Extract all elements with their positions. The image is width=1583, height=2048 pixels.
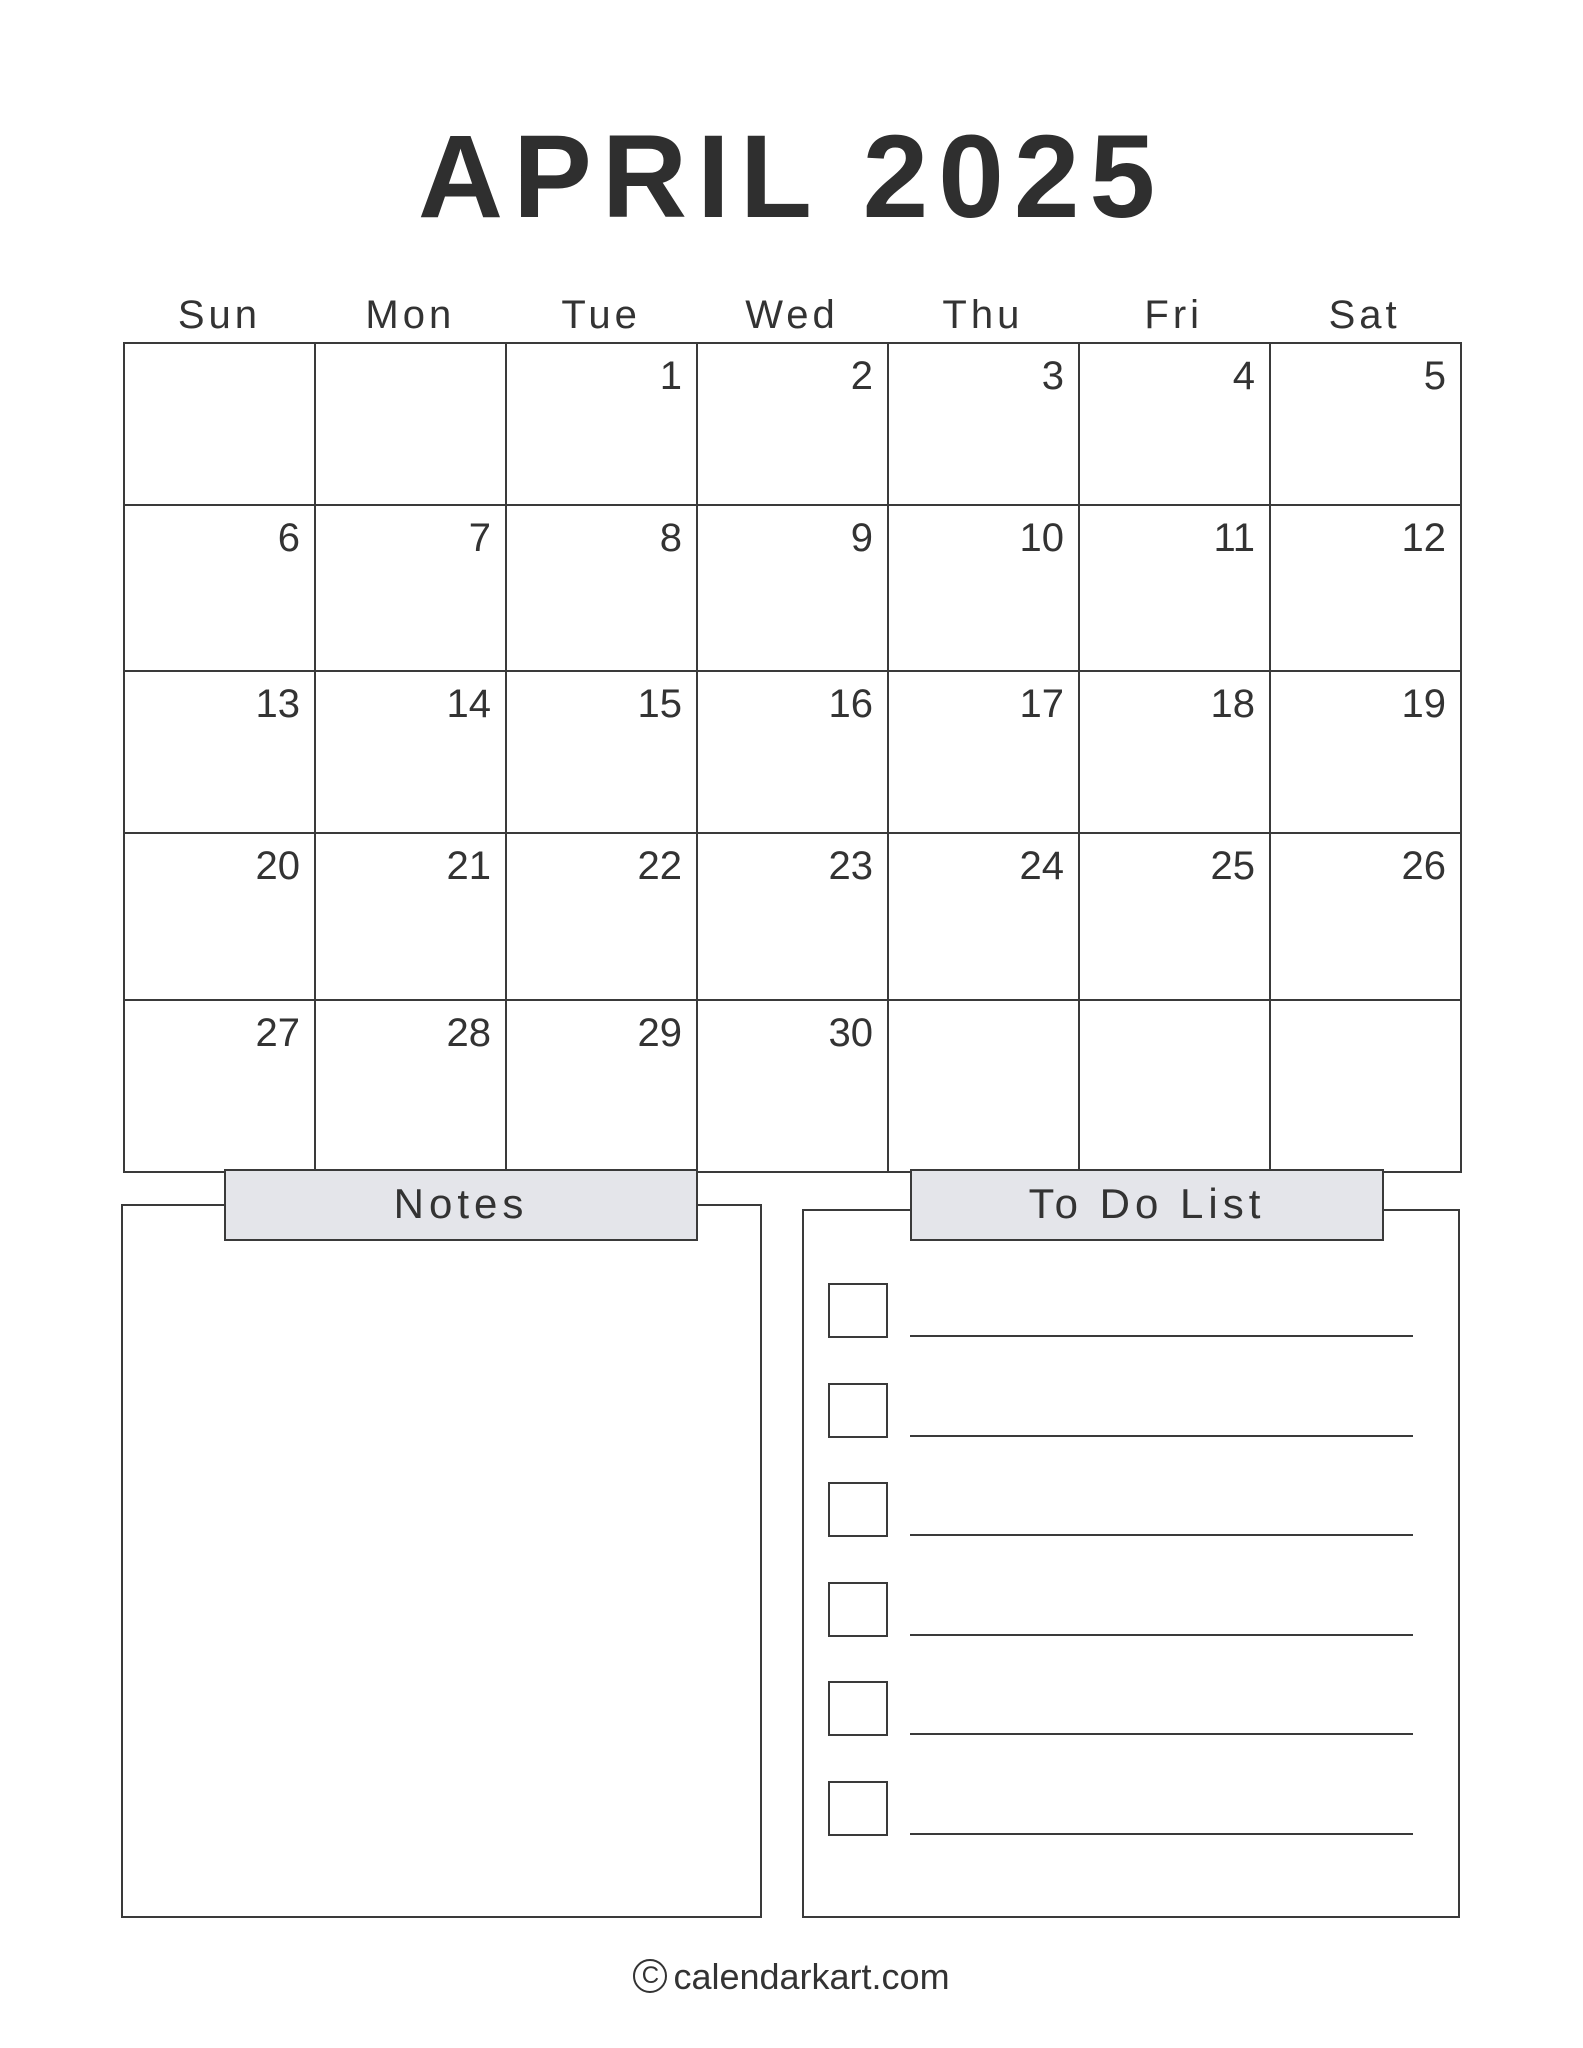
todo-checkbox[interactable] [828, 1283, 888, 1338]
todo-write-line[interactable] [910, 1833, 1413, 1835]
weekday-thu: Thu [942, 293, 1024, 337]
day-cell[interactable]: 26 [1270, 833, 1461, 1000]
day-cell[interactable]: 11 [1079, 505, 1270, 671]
day-cell[interactable]: 14 [315, 671, 506, 833]
weekday-mon: Mon [365, 293, 456, 337]
day-cell[interactable] [124, 343, 315, 505]
todo-checkbox[interactable] [828, 1681, 888, 1736]
todo-write-line[interactable] [910, 1435, 1413, 1437]
weekday-sat: Sat [1328, 293, 1401, 337]
day-cell[interactable]: 4 [1079, 343, 1270, 505]
day-cell[interactable]: 7 [315, 505, 506, 671]
week-row-5 [124, 1000, 1461, 1172]
todo-item [828, 1482, 1413, 1582]
day-cell[interactable] [1270, 1000, 1461, 1172]
todo-item [828, 1681, 1413, 1781]
day-cell[interactable]: 15 [506, 671, 697, 833]
copyright-icon: C [633, 1959, 667, 1993]
todo-write-line[interactable] [910, 1335, 1413, 1337]
todo-write-line[interactable] [910, 1534, 1413, 1536]
todo-item [828, 1383, 1413, 1483]
week-row-2 [124, 505, 1461, 671]
day-cell[interactable]: 24 [888, 833, 1079, 1000]
notes-area[interactable] [121, 1204, 762, 1918]
todo-write-line[interactable] [910, 1733, 1413, 1735]
todo-checkbox[interactable] [828, 1781, 888, 1836]
day-cell[interactable]: 16 [697, 671, 888, 833]
notes-header: Notes [224, 1169, 698, 1241]
weekday-sun: Sun [177, 293, 262, 337]
day-cell[interactable]: 20 [124, 833, 315, 1000]
day-cell[interactable] [315, 343, 506, 505]
todo-checkbox[interactable] [828, 1482, 888, 1537]
todo-header: To Do List [910, 1169, 1384, 1241]
day-cell[interactable] [1079, 1000, 1270, 1172]
day-cell[interactable]: 1 [506, 343, 697, 505]
day-cell[interactable]: 13 [124, 671, 315, 833]
weekday-tue: Tue [561, 293, 641, 337]
day-cell[interactable]: 30 [697, 1000, 888, 1172]
todo-item [828, 1283, 1413, 1383]
weekday-header-row [124, 290, 1460, 340]
day-cell[interactable]: 8 [506, 505, 697, 671]
todo-item [828, 1582, 1413, 1682]
todo-write-line[interactable] [910, 1634, 1413, 1636]
day-cell[interactable]: 28 [315, 1000, 506, 1172]
todo-checkbox[interactable] [828, 1582, 888, 1637]
todo-list [828, 1283, 1413, 1880]
day-cell[interactable]: 19 [1270, 671, 1461, 833]
day-cell[interactable]: 27 [124, 1000, 315, 1172]
week-row-4 [124, 833, 1461, 1000]
todo-checkbox[interactable] [828, 1383, 888, 1438]
calendar-grid [123, 342, 1462, 1173]
day-cell[interactable]: 17 [888, 671, 1079, 833]
week-row-1 [124, 343, 1461, 505]
day-cell[interactable]: 23 [697, 833, 888, 1000]
day-cell[interactable]: 18 [1079, 671, 1270, 833]
day-cell[interactable]: 21 [315, 833, 506, 1000]
weekday-wed: Wed [745, 293, 839, 337]
footer-site-link[interactable]: calendarkart.com [673, 1956, 950, 1997]
page-title: APRIL 2025 [417, 111, 1166, 243]
day-cell[interactable]: 25 [1079, 833, 1270, 1000]
day-cell[interactable] [888, 1000, 1079, 1172]
day-cell[interactable]: 22 [506, 833, 697, 1000]
weekday-fri: Fri [1144, 293, 1204, 337]
day-cell[interactable]: 2 [697, 343, 888, 505]
day-cell[interactable]: 10 [888, 505, 1079, 671]
day-cell[interactable]: 29 [506, 1000, 697, 1172]
footer-credit [0, 1955, 1583, 1999]
todo-item [828, 1781, 1413, 1881]
day-cell[interactable]: 3 [888, 343, 1079, 505]
day-cell[interactable]: 12 [1270, 505, 1461, 671]
week-row-3 [124, 671, 1461, 833]
day-cell[interactable]: 6 [124, 505, 315, 671]
day-cell[interactable]: 5 [1270, 343, 1461, 505]
day-cell[interactable]: 9 [697, 505, 888, 671]
